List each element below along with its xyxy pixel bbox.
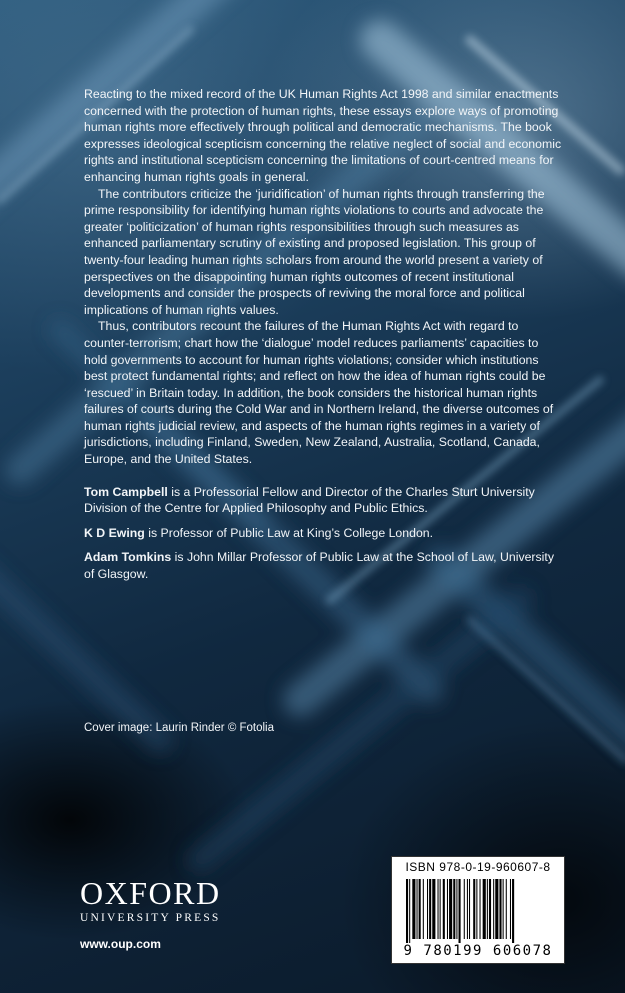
barcode-bar [483,879,486,939]
barcode-bar [453,879,455,939]
barcode-bar [427,879,428,939]
oxford-logo [80,877,240,925]
publisher-website: www.oup.com [80,937,161,951]
author-bios [84,484,564,583]
barcode-bar [412,879,415,939]
barcode-bar [467,879,468,939]
isbn-label: ISBN 978-0-19-960607-8 [405,860,551,874]
barcode-bar [456,879,457,939]
cover-image-credit: Cover image: Laurin Rinder © Fotolia [84,722,275,734]
author-name: Adam Tomkins [84,550,172,565]
barcode-bar [506,879,507,939]
barcode-bar [473,879,475,939]
barcode-bar [480,879,481,939]
blurb-text-block [84,86,564,591]
barcode-bar [447,879,448,939]
author-name: K D Ewing [84,525,145,540]
barcode-bar [429,879,431,939]
author-description: is John Millar Professor of Public Law at the School of Law, University of Glasgow. [84,550,554,582]
barcode-bar [419,879,421,939]
barcode-bar [469,879,470,939]
barcode-bar [495,879,498,939]
publisher-name: OXFORD [80,875,221,911]
barcode-bar [510,879,511,939]
barcode-bar [499,879,501,939]
author-bio [84,549,564,582]
barcode-bar [443,879,445,939]
barcode-bar [409,879,410,943]
publisher-subtitle: UNIVERSITY PRESS [80,912,221,924]
barcode-bar [464,879,465,939]
isbn-barcode-panel [391,856,565,964]
blurb-paragraph-1: Reacting to the mixed record of the UK Human Rights Act 1998 and similar enactments concerned with the protection of human rights, these essays explore ways of promoting human rights more effectively through political and democratic mechanisms. The book expresses ideological scepticism concerning the relative neglect of social and economic rights and institutional scepticism concerning the limitations of court-centred means for enhancing human rights goals in general. [84,87,562,184]
barcode-bar [493,879,494,939]
barcode-bar [438,879,439,939]
author-bio [84,484,564,517]
barcode-bar [406,879,408,943]
barcode-bar [489,879,491,939]
barcode-bar [487,879,488,939]
barcode-digits: 9 780199 606078 [403,943,553,959]
barcode-icon [404,879,552,943]
blurb-paragraph-2: The contributors criticize the ‘juridification’ of human rights through transferring the prime responsibility for identifying human rights violations to courts and advocate the greater ‘politicization’ of human rights responsibilities through such measures as enhanced parliamentary scrutiny of existing and proposed legislation. This group of twenty-four leading human rights scholars from around the world present a variety of perspectives on the disappointing human rights outcomes of recent institutional developments and consider the prospects of reviving the moral force and political implications of human rights values. [84,186,545,317]
barcode-bar [476,879,477,939]
author-name: Tom Campbell [84,484,168,499]
barcode-bar [417,879,418,939]
barcode-bar [512,879,514,943]
barcode-bar [459,879,461,943]
author-description: is a Professorial Fellow and Director of the Charles Sturt University Division of the Centre for Applied Philosophy and Public Ethics. [84,484,535,516]
barcode-bar [449,879,452,939]
barcode-bar [432,879,435,939]
barcode-bar [440,879,441,939]
barcode-bar [423,879,424,939]
barcode-bar [503,879,504,939]
blurb-paragraph-3: Thus, contributors recount the failures of the Human Rights Act with regard to counter-terrorism; chart how the ‘dialogue’ model reduces parliaments’ capacities to hold governments to account for human rights violations; consider which institutions best protect fundamental rights; and reflect on how the idea of human rights could be ‘rescued’ in Britain today. In addition, the book considers the historical human rights failures of courts during the Cold War and in Northern Ireland, the diverse outcomes of human rights judicial review, and aspects of the human rights regimes in a variety of jurisdictions, including Finland, Sweden, New Zealand, Australia, Scotland, Canada, Europe, and the United States. [84,319,554,467]
author-bio [84,525,564,542]
author-description: is Professor of Public Law at King’s College London. [144,525,434,540]
